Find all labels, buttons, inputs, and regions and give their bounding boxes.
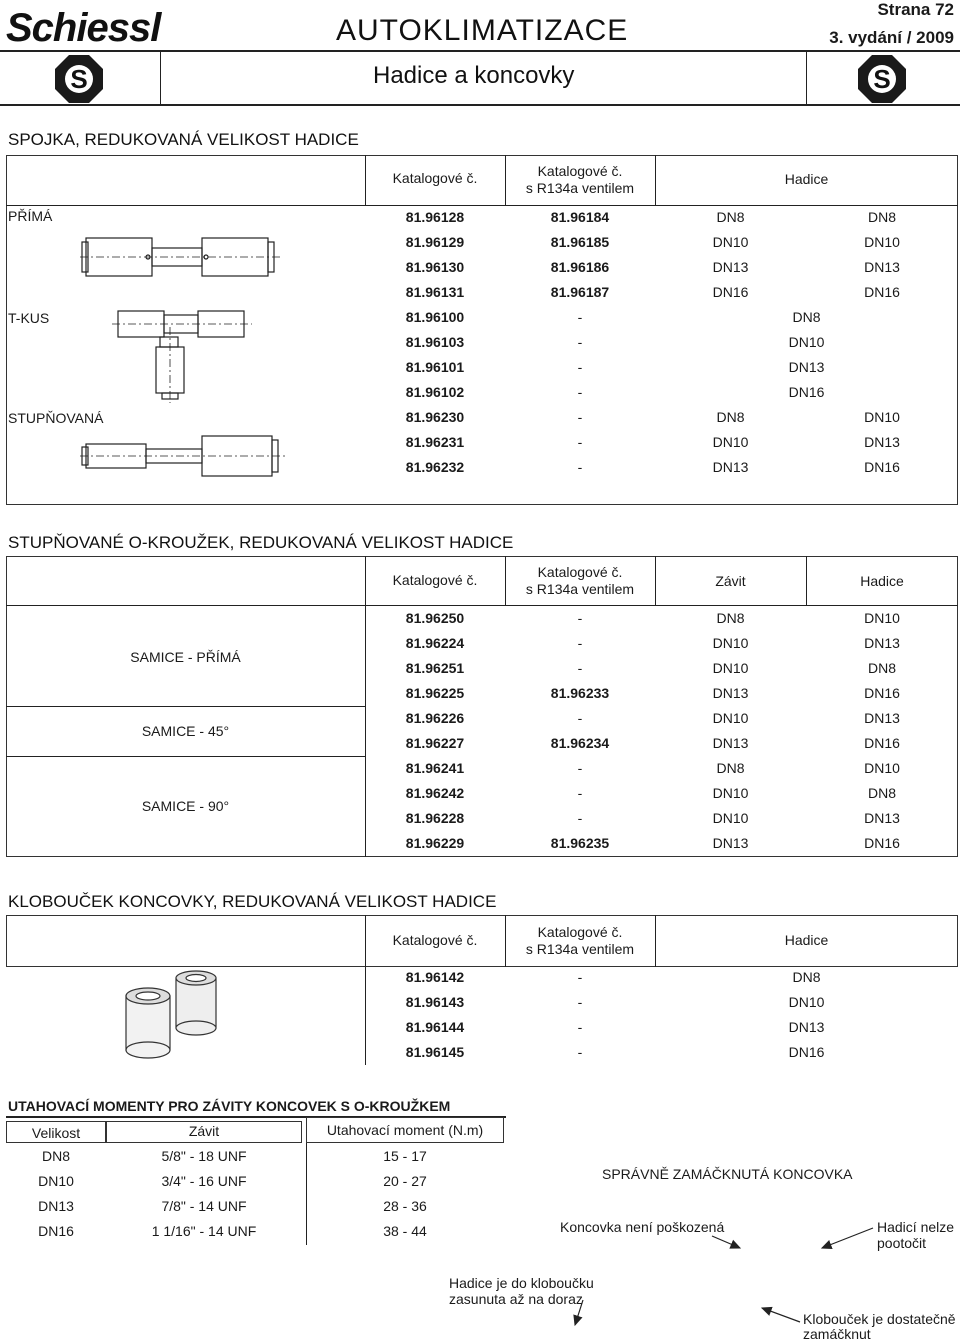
note-hose-fixed-l1: Hadicí nelze [877, 1219, 955, 1235]
s1-cell: DN13 [864, 259, 900, 275]
s4-header-torque: Utahovací moment (N.m) [326, 1122, 484, 1138]
s4-cell: 5/8" - 18 UNF [161, 1148, 247, 1164]
s1-cell: - [577, 334, 583, 350]
s2-group-45: SAMICE - 45° [141, 723, 230, 739]
s3-cell: DN13 [788, 1019, 825, 1035]
s1-cell: 81.96103 [405, 334, 465, 350]
s1-cell: 81.96185 [550, 234, 610, 250]
s1-cell: DN13 [864, 434, 900, 450]
s2-cell: DN10 [864, 760, 900, 776]
s1-cell: 81.96186 [550, 259, 610, 275]
s2-cell: - [577, 660, 583, 676]
s3-cell: - [577, 1019, 583, 1035]
s4-header-thread: Závit [188, 1123, 220, 1139]
page-number: Strana 72 [877, 0, 954, 19]
s2-cell: 81.96228 [405, 810, 465, 826]
s1-cell: DN10 [712, 434, 749, 450]
s2-group-90: SAMICE - 90° [141, 798, 230, 814]
s3-header-catalog: Katalogové č. [392, 932, 478, 948]
s3-cell: 81.96142 [405, 969, 465, 985]
s3-cell: 81.96143 [405, 994, 465, 1010]
s1-cell: 81.96101 [405, 359, 465, 375]
s1-cell: 81.96187 [550, 284, 610, 300]
s2-cell: DN8 [716, 610, 745, 626]
s2-cell: - [577, 760, 583, 776]
page-subtitle: Hadice a koncovky [373, 62, 575, 89]
s1-cell: - [577, 384, 583, 400]
note-cap-crimped-l2: zamáčknut [803, 1326, 871, 1342]
s2-cell: 81.96225 [405, 685, 465, 701]
note-fitting-undamaged: Koncovka není poškozená [560, 1219, 725, 1235]
s1-cell: 81.96131 [405, 284, 465, 300]
section2-title: STUPŇOVANÉ O-KROUŽEK, REDUKOVANÁ VELIKOST HADICE [8, 533, 514, 552]
s2-cell: DN10 [712, 635, 749, 651]
s2-cell: DN10 [864, 610, 900, 626]
s2-cell: DN13 [712, 685, 749, 701]
s2-cell: DN13 [864, 635, 900, 651]
note-hose-fixed-l2: pootočit [877, 1235, 927, 1251]
note-hose-inserted-l1: Hadice je do kloboučku [449, 1275, 594, 1291]
s4-cell: 38 - 44 [383, 1223, 427, 1239]
s2-cell: 81.96251 [405, 660, 465, 676]
s3-header-hose: Hadice [784, 932, 829, 948]
s1-cell: DN10 [788, 334, 825, 350]
s3-cell: DN16 [788, 1044, 825, 1060]
s1-cell: DN16 [864, 284, 900, 300]
s2-cell: DN16 [864, 835, 900, 851]
s2-cell: DN13 [864, 710, 900, 726]
s3-cell: DN10 [788, 994, 825, 1010]
s2-header-catalog2-sub: s R134a ventilem [525, 581, 635, 597]
s2-cell: 81.96242 [405, 785, 465, 801]
s2-cell: DN8 [867, 785, 896, 801]
s1-cell: DN8 [716, 209, 745, 225]
s2-cell: DN8 [716, 760, 745, 776]
s2-cell: DN10 [712, 660, 749, 676]
s2-cell: 81.96229 [405, 835, 465, 851]
s3-header-catalog2-sub: s R134a ventilem [525, 941, 635, 957]
s2-header-catalog: Katalogové č. [392, 572, 478, 588]
section1-title: SPOJKA, REDUKOVANÁ VELIKOST HADICE [8, 130, 359, 149]
s1-cell: DN10 [864, 234, 900, 250]
note-hose-inserted-l2: zasunuta až na doraz [449, 1291, 583, 1307]
s1-cell: 81.96230 [405, 409, 465, 425]
s1-cell: DN16 [712, 284, 749, 300]
s2-cell: 81.96241 [405, 760, 465, 776]
s3-cell: - [577, 969, 583, 985]
s1-cell: DN13 [788, 359, 825, 375]
s1-cell: - [577, 434, 583, 450]
s4-header-size: Velikost [31, 1125, 81, 1141]
s3-cell: 81.96144 [405, 1019, 465, 1035]
s2-cell: DN16 [864, 735, 900, 751]
s1-cell: DN16 [788, 384, 825, 400]
section4-title: UTAHOVACÍ MOMENTY PRO ZÁVITY KONCOVEK S O-KROUŽKEM [8, 1098, 451, 1114]
brand-logo: Schiessl [6, 6, 161, 50]
s1-header-catalog2: Katalogové č. [537, 163, 623, 179]
s2-cell: - [577, 610, 583, 626]
s2-cell: - [577, 710, 583, 726]
s1-group-tee: T-KUS [8, 310, 50, 326]
s2-cell: 81.96227 [405, 735, 465, 751]
s1-header-catalog: Katalogové č. [392, 170, 478, 186]
s1-cell: 81.96102 [405, 384, 465, 400]
s1-cell: DN16 [864, 459, 900, 475]
s1-cell: DN10 [864, 409, 900, 425]
s4-cell: 28 - 36 [383, 1198, 427, 1214]
s4-cell: 20 - 27 [383, 1173, 427, 1189]
s2-header-hose: Hadice [860, 573, 904, 589]
s1-cell: 81.96231 [405, 434, 465, 450]
s4-cell: DN16 [38, 1223, 74, 1239]
s2-cell: - [577, 785, 583, 801]
s4-cell: 3/4" - 16 UNF [161, 1173, 247, 1189]
s1-cell: - [577, 409, 583, 425]
s2-cell: DN13 [712, 835, 749, 851]
catalog-title: AUTOKLIMATIZACE [336, 14, 629, 47]
s1-cell: DN8 [792, 309, 821, 325]
s4-cell: 15 - 17 [383, 1148, 427, 1164]
s3-cell: - [577, 994, 583, 1010]
s2-cell: 81.96234 [550, 735, 610, 751]
s1-cell: DN8 [867, 209, 896, 225]
s1-cell: - [577, 309, 583, 325]
s1-header-catalog2-sub: s R134a ventilem [525, 180, 635, 196]
s1-cell: 81.96128 [405, 209, 465, 225]
s1-group-reducing: STUPŇOVANÁ [8, 410, 104, 426]
s2-cell: DN13 [712, 735, 749, 751]
s2-cell: 81.96233 [550, 685, 610, 701]
s2-cell: DN13 [864, 810, 900, 826]
s2-cell: DN8 [867, 660, 896, 676]
s2-cell: 81.96235 [550, 835, 610, 851]
s2-cell: - [577, 635, 583, 651]
s2-cell: 81.96250 [405, 610, 465, 626]
section3-title: KLOBOUČEK KONCOVKY, REDUKOVANÁ VELIKOST HADICE [8, 892, 497, 911]
edition: 3. vydání / 2009 [829, 28, 954, 47]
s2-cell: 81.96226 [405, 710, 465, 726]
s1-cell: 81.96232 [405, 459, 465, 475]
s2-cell: DN16 [864, 685, 900, 701]
s1-cell: - [577, 459, 583, 475]
s1-cell: DN13 [712, 259, 749, 275]
s1-cell: DN8 [716, 409, 745, 425]
s1-cell: 81.96184 [550, 209, 610, 225]
s1-group-straight: PŘÍMÁ [8, 208, 53, 224]
s2-cell: DN10 [712, 810, 749, 826]
s1-cell: DN10 [712, 234, 749, 250]
s3-cell: 81.96145 [405, 1044, 465, 1060]
s1-header-hose: Hadice [784, 171, 829, 187]
s2-group-straight: SAMICE - PŘÍMÁ [130, 649, 241, 665]
s4-cell: DN10 [38, 1173, 74, 1189]
s2-header-catalog2: Katalogové č. [537, 564, 623, 580]
s2-header-thread: Závit [715, 573, 746, 589]
s2-cell: 81.96224 [405, 635, 465, 651]
s4-cell: DN13 [38, 1198, 74, 1214]
s1-cell: 81.96129 [405, 234, 465, 250]
s2-cell: DN10 [712, 710, 749, 726]
s1-cell: - [577, 359, 583, 375]
s4-cell: 7/8" - 14 UNF [161, 1198, 247, 1214]
s4-cell: 1 1/16" - 14 UNF [151, 1223, 257, 1239]
svg-text:S: S [873, 64, 891, 94]
s4-cell: DN8 [41, 1148, 70, 1164]
s1-cell: DN13 [712, 459, 749, 475]
s3-cell: DN8 [792, 969, 821, 985]
s1-cell: 81.96130 [405, 259, 465, 275]
note-cap-crimped-l1: Klobouček je dostatečně [803, 1311, 956, 1327]
s3-header-catalog2: Katalogové č. [537, 924, 623, 940]
crimp-diagram-title: SPRÁVNĚ ZAMÁČKNUTÁ KONCOVKA [602, 1166, 853, 1182]
s2-cell: - [577, 810, 583, 826]
s3-cell: - [577, 1044, 583, 1060]
s2-cell: DN10 [712, 785, 749, 801]
s1-cell: 81.96100 [405, 309, 465, 325]
svg-text:S: S [70, 64, 88, 94]
